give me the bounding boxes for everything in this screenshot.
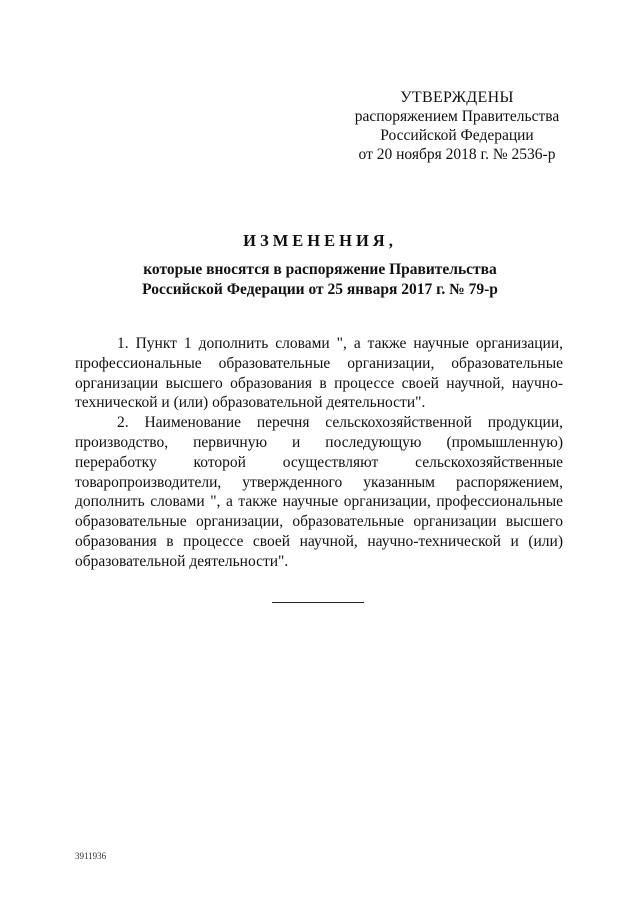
paragraph-2: 2. Наименование перечня сельскохозяйственной продукции, производство, первичную и последующую (промышленную) переработку которой осуществляют сельскохозяйственные товаропроизводители, утвержденного указанным распоряжением, дополнить словами ", а также научные организации, профессиональные образовательные организации, образовательные организации высшего образования в процессе своей научной, научно-технической и (или) образовательной деятельности". [75,414,563,570]
document-title: ИЗМЕНЕНИЯ, [243,231,397,250]
approval-line-1: распоряжением Правительства [354,108,560,125]
approval-line-3: от 20 ноября 2018 г. № 2536-р [358,146,556,163]
subtitle-line-2: Российской Федерации от 25 января 2017 г. № 79-р [142,281,498,298]
subtitle-line-1: которые вносятся в распоряжение Правительства [143,261,497,278]
approval-heading: УТВЕРЖДЕНЫ [400,89,514,106]
document-number: 3911936 [75,851,107,861]
document-subtitle [70,260,570,300]
paragraph-1: 1. Пункт 1 дополнить словами ", а также научные организации, профессиональные образовательные организации, образовательные организации высшего образования в процессе своей научной, научно-технической и (или) образовательной деятельности". [75,335,563,412]
approval-block [352,88,562,164]
approval-line-2: Российской Федерации [380,127,534,144]
document-body [75,334,563,572]
closing-divider [272,602,364,603]
